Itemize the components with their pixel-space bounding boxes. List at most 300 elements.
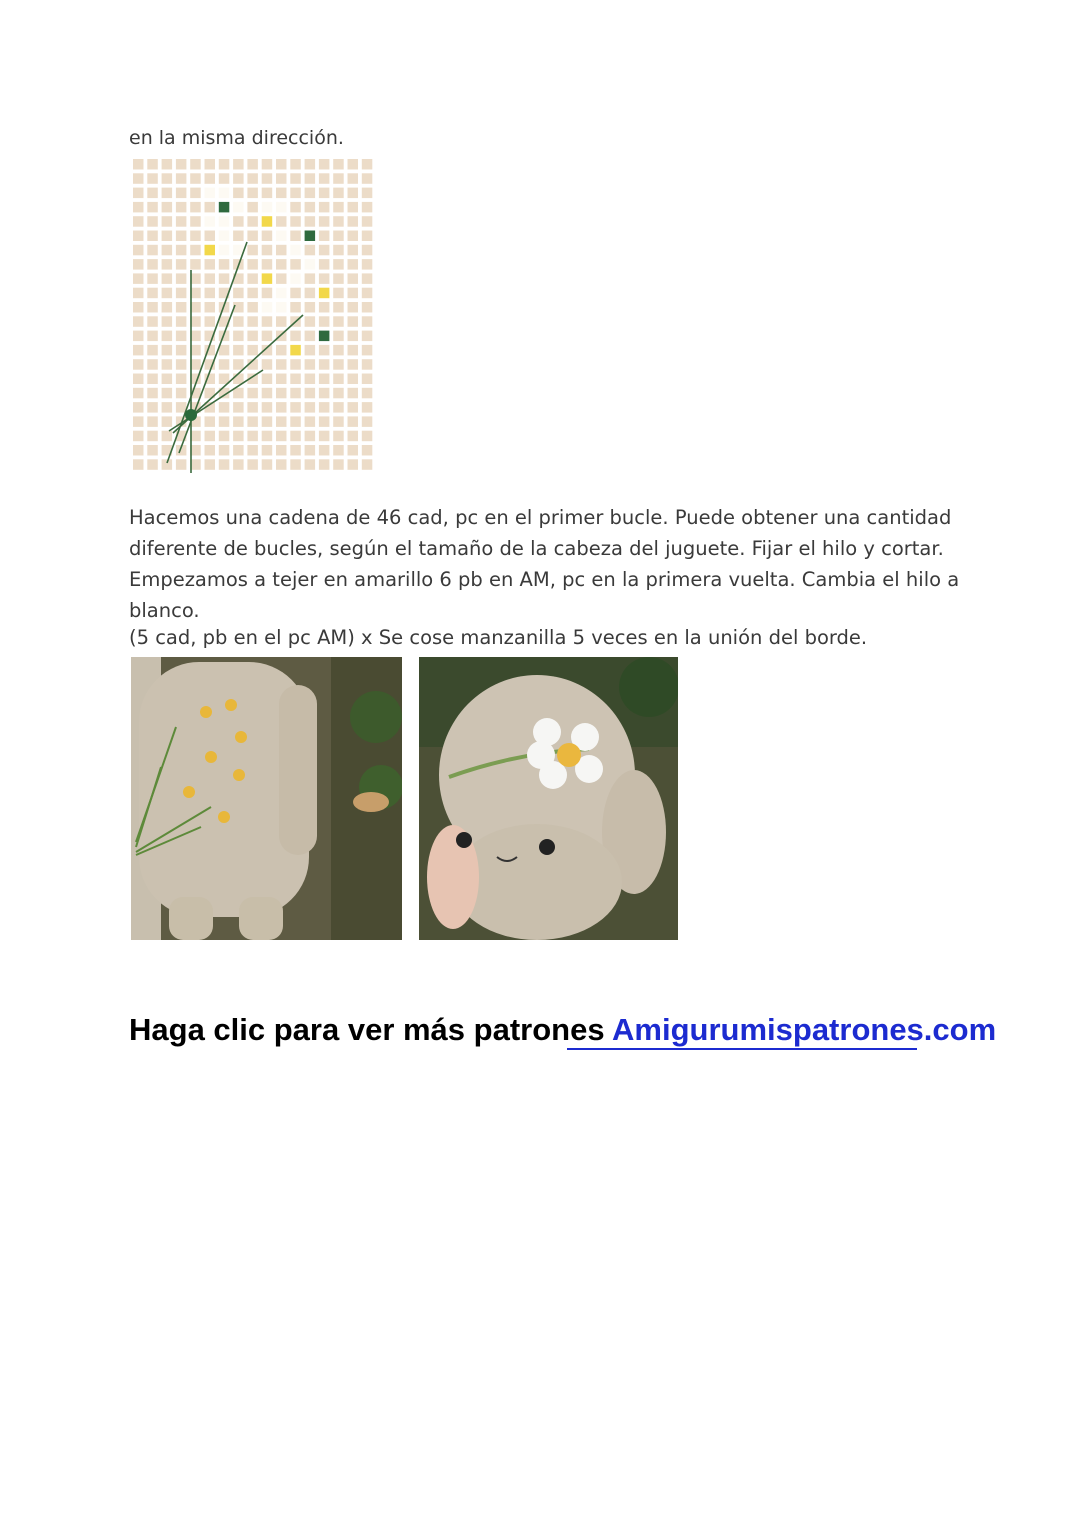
chart-cell	[362, 202, 373, 213]
chart-cell	[133, 188, 144, 199]
chart-cell	[262, 331, 273, 342]
chart-cell	[290, 345, 301, 356]
chart-cell	[247, 273, 258, 284]
chart-cell	[133, 231, 144, 242]
chart-cell	[362, 459, 373, 470]
chart-cell	[219, 459, 230, 470]
chart-cell	[333, 288, 344, 299]
chart-cell	[362, 316, 373, 327]
chart-cell	[162, 231, 173, 242]
chart-cell	[348, 345, 359, 356]
chart-cell	[147, 202, 158, 213]
chart-cell	[262, 416, 273, 427]
chart-cell	[190, 259, 201, 270]
chart-cell	[247, 302, 258, 313]
chart-cell	[262, 245, 273, 256]
chart-cell	[162, 459, 173, 470]
chart-cell	[162, 245, 173, 256]
chart-cell	[290, 416, 301, 427]
chart-cell	[348, 202, 359, 213]
chart-cell	[219, 431, 230, 442]
chart-cell	[176, 359, 187, 370]
chart-cell	[162, 374, 173, 385]
chart-cell	[276, 359, 287, 370]
chart-cell	[176, 173, 187, 184]
chart-cell	[205, 245, 216, 256]
chart-cell	[233, 345, 244, 356]
chart-cell	[290, 188, 301, 199]
chart-cell	[233, 159, 244, 170]
chart-cell	[333, 316, 344, 327]
chart-cell	[348, 173, 359, 184]
chart-cell	[305, 188, 316, 199]
chart-cell	[290, 273, 301, 284]
chart-cell	[176, 459, 187, 470]
chart-cell	[247, 345, 258, 356]
chart-cell	[362, 331, 373, 342]
chart-cell	[176, 188, 187, 199]
chart-cell	[247, 459, 258, 470]
chart-cell	[333, 431, 344, 442]
chart-cell	[319, 388, 330, 399]
chart-cell	[233, 331, 244, 342]
chart-cell	[305, 259, 316, 270]
chart-cell	[147, 345, 158, 356]
chart-cell	[147, 159, 158, 170]
chart-cell	[362, 173, 373, 184]
chart-cell	[219, 216, 230, 227]
chart-cell	[305, 374, 316, 385]
chart-cell	[348, 231, 359, 242]
chart-cell	[176, 388, 187, 399]
chart-cell	[147, 216, 158, 227]
chart-cell	[147, 359, 158, 370]
chart-cell	[348, 431, 359, 442]
amigurumi-body-photo	[131, 657, 402, 940]
chart-cell	[290, 374, 301, 385]
chart-cell	[319, 459, 330, 470]
chart-cell	[362, 431, 373, 442]
chart-cell	[133, 445, 144, 456]
chart-cell	[290, 202, 301, 213]
chart-cell	[305, 245, 316, 256]
chart-cell	[233, 459, 244, 470]
chart-cell	[176, 402, 187, 413]
chart-cell	[205, 173, 216, 184]
chart-cell	[205, 459, 216, 470]
chart-cell	[162, 402, 173, 413]
chart-cell	[276, 388, 287, 399]
chart-cell	[290, 445, 301, 456]
chart-cell	[276, 216, 287, 227]
chart-cell	[362, 216, 373, 227]
chart-cell	[205, 231, 216, 242]
chart-cell	[190, 173, 201, 184]
chart-cell	[162, 359, 173, 370]
chart-cell	[305, 302, 316, 313]
chart-cell	[219, 402, 230, 413]
chart-cell	[233, 216, 244, 227]
chart-cell	[205, 316, 216, 327]
chart-cell	[348, 416, 359, 427]
chart-cell	[133, 259, 144, 270]
chart-cell	[305, 331, 316, 342]
chart-cell	[176, 331, 187, 342]
chart-cell	[162, 388, 173, 399]
chart-cell	[262, 216, 273, 227]
chart-cell	[319, 259, 330, 270]
chart-cell	[348, 316, 359, 327]
chart-cell	[247, 173, 258, 184]
chart-cell	[362, 188, 373, 199]
intro-text: en la misma dirección.	[129, 127, 344, 149]
chart-cell	[362, 402, 373, 413]
chart-cell	[262, 359, 273, 370]
chart-cell	[233, 445, 244, 456]
chart-cell	[147, 402, 158, 413]
chart-cell	[247, 316, 258, 327]
chart-cell	[247, 445, 258, 456]
chart-cell	[233, 173, 244, 184]
chart-cell	[276, 288, 287, 299]
chart-cell	[147, 231, 158, 242]
chart-cell	[133, 302, 144, 313]
chart-cell	[305, 202, 316, 213]
chart-cell	[147, 331, 158, 342]
chart-cell	[319, 273, 330, 284]
chart-cell	[205, 202, 216, 213]
chart-cell	[290, 359, 301, 370]
chart-cell	[190, 216, 201, 227]
chart-cell	[133, 202, 144, 213]
chart-cell	[162, 416, 173, 427]
chart-cell	[133, 431, 144, 442]
chart-cell	[133, 345, 144, 356]
chart-cell	[362, 388, 373, 399]
chart-cell	[319, 374, 330, 385]
chart-cell	[305, 431, 316, 442]
chart-cell	[362, 345, 373, 356]
chart-cell	[190, 159, 201, 170]
chart-cell	[190, 188, 201, 199]
chart-cell	[176, 302, 187, 313]
chart-cell	[276, 202, 287, 213]
chart-cell	[247, 188, 258, 199]
chart-cell	[247, 216, 258, 227]
chart-cell	[276, 316, 287, 327]
chart-cell	[276, 231, 287, 242]
chart-cell	[305, 359, 316, 370]
chart-cell	[147, 374, 158, 385]
chart-cell	[348, 359, 359, 370]
chart-cell	[162, 173, 173, 184]
chart-cell	[247, 288, 258, 299]
chart-cell	[333, 159, 344, 170]
chart-cell	[133, 273, 144, 284]
chart-cell	[305, 316, 316, 327]
chart-cell	[276, 345, 287, 356]
chart-cell	[362, 302, 373, 313]
chart-cell	[348, 188, 359, 199]
chart-cell	[176, 273, 187, 284]
chart-cell	[262, 402, 273, 413]
chart-cell	[319, 231, 330, 242]
chart-cell	[290, 331, 301, 342]
chart-cell	[362, 273, 373, 284]
chart-cell	[262, 273, 273, 284]
chart-cell	[290, 231, 301, 242]
chart-cell	[147, 459, 158, 470]
chart-cell	[305, 288, 316, 299]
chart-cell	[348, 402, 359, 413]
chart-cell	[362, 445, 373, 456]
chart-cell	[319, 402, 330, 413]
chart-cell	[176, 288, 187, 299]
chart-cell	[290, 159, 301, 170]
chart-cell	[276, 259, 287, 270]
chart-cell	[276, 273, 287, 284]
chart-cell	[133, 402, 144, 413]
chart-cell	[233, 316, 244, 327]
chart-cell	[276, 459, 287, 470]
chart-cell	[348, 331, 359, 342]
chart-cell	[205, 288, 216, 299]
chart-cell	[162, 345, 173, 356]
chart-cell	[219, 159, 230, 170]
chart-cell	[305, 445, 316, 456]
chart-cell	[333, 459, 344, 470]
chart-cell	[147, 273, 158, 284]
chart-cell	[247, 245, 258, 256]
chart-cell	[348, 245, 359, 256]
chart-cell	[348, 445, 359, 456]
chart-cell	[290, 431, 301, 442]
chart-cell	[348, 302, 359, 313]
chart-cell	[162, 302, 173, 313]
chart-center-dot	[185, 409, 197, 421]
chart-cell	[147, 416, 158, 427]
chart-cell	[176, 216, 187, 227]
chart-cell	[133, 159, 144, 170]
chart-cell	[247, 259, 258, 270]
chart-cell	[205, 159, 216, 170]
cta-line	[129, 1012, 996, 1048]
chart-cell	[147, 302, 158, 313]
instruction-1: Hacemos una cadena de 46 cad, pc en el primer bucle. Puede obtener una cantidad diferente de bucles, según el tamaño de la cabeza del juguete. Fijar el hilo y cortar.	[129, 506, 952, 560]
chart-cell	[147, 316, 158, 327]
chart-cell	[319, 245, 330, 256]
instruction-3: (5 cad, pb en el pc AM) x Se cose manzanilla 5 veces en la unión del borde.	[129, 626, 868, 649]
chart-cell	[133, 288, 144, 299]
chart-cell	[219, 188, 230, 199]
chart-cell	[276, 402, 287, 413]
chart-cell	[233, 288, 244, 299]
chart-cells	[133, 159, 372, 470]
chart-cell	[362, 359, 373, 370]
site-link[interactable]: Amigurumispatrones.com	[612, 1012, 997, 1047]
chart-cell	[319, 431, 330, 442]
chart-cell	[219, 345, 230, 356]
chart-cell	[305, 459, 316, 470]
chart-cell	[319, 159, 330, 170]
chart-cell	[333, 202, 344, 213]
chart-cell	[262, 316, 273, 327]
chart-cell	[319, 173, 330, 184]
chart-cell	[262, 431, 273, 442]
chart-cell	[362, 245, 373, 256]
chart-cell	[276, 159, 287, 170]
chart-cell	[305, 345, 316, 356]
chart-cell	[233, 202, 244, 213]
chart-cell	[133, 416, 144, 427]
chart-cell	[262, 202, 273, 213]
chart-cell	[319, 331, 330, 342]
chart-cell	[305, 273, 316, 284]
chart-cell	[219, 416, 230, 427]
chart-cell	[276, 302, 287, 313]
chart-cell	[247, 402, 258, 413]
chart-cell	[190, 231, 201, 242]
chart-cell	[233, 188, 244, 199]
chart-cell	[290, 459, 301, 470]
chart-cell	[176, 202, 187, 213]
chart-cell	[348, 459, 359, 470]
chart-cell	[133, 459, 144, 470]
chart-cell	[262, 173, 273, 184]
chart-cell	[147, 288, 158, 299]
chart-cell	[205, 416, 216, 427]
chart-cell	[333, 359, 344, 370]
chart-cell	[176, 231, 187, 242]
chart-cell	[305, 416, 316, 427]
chart-cell	[219, 231, 230, 242]
chart-cell	[247, 331, 258, 342]
cta-text: Haga clic para ver más patrones	[129, 1012, 613, 1047]
chart-cell	[319, 316, 330, 327]
chart-cell	[147, 445, 158, 456]
chart-cell	[190, 245, 201, 256]
chart-cell	[233, 388, 244, 399]
chart-cell	[333, 416, 344, 427]
chart-cell	[233, 374, 244, 385]
chart-cell	[319, 288, 330, 299]
chart-cell	[176, 245, 187, 256]
chart-cell	[290, 259, 301, 270]
chart-cell	[333, 173, 344, 184]
chart-cell	[205, 188, 216, 199]
chart-cell	[319, 359, 330, 370]
chart-cell	[333, 302, 344, 313]
chart-cell	[205, 259, 216, 270]
chart-cell	[162, 288, 173, 299]
chart-cell	[162, 273, 173, 284]
chart-cell	[319, 416, 330, 427]
chart-cell	[333, 245, 344, 256]
chart-cell	[333, 216, 344, 227]
chart-cell	[348, 273, 359, 284]
chart-cell	[219, 359, 230, 370]
chart-cell	[247, 231, 258, 242]
chart-cell	[262, 259, 273, 270]
chart-cell	[276, 173, 287, 184]
chart-cell	[162, 431, 173, 442]
chart-cell	[176, 374, 187, 385]
link-underline	[567, 1048, 917, 1050]
chart-cell	[319, 302, 330, 313]
chart-cell	[190, 202, 201, 213]
chart-cell	[233, 431, 244, 442]
chart-cell	[262, 231, 273, 242]
chart-cell	[219, 173, 230, 184]
chart-cell	[262, 159, 273, 170]
chart-cell	[319, 202, 330, 213]
chart-cell	[133, 374, 144, 385]
chart-cell	[348, 159, 359, 170]
chart-cell	[362, 231, 373, 242]
chart-cell	[348, 259, 359, 270]
chart-cell	[133, 388, 144, 399]
chart-cell	[233, 402, 244, 413]
chart-cell	[147, 173, 158, 184]
chart-cell	[147, 431, 158, 442]
chart-cell	[362, 159, 373, 170]
chart-cell	[147, 388, 158, 399]
chart-cell	[162, 202, 173, 213]
chart-cell	[147, 245, 158, 256]
chart-cell	[233, 231, 244, 242]
chart-cell	[319, 345, 330, 356]
chart-cell	[333, 445, 344, 456]
chart-cell	[362, 259, 373, 270]
chart-cell	[333, 331, 344, 342]
chart-cell	[133, 331, 144, 342]
chart-cell	[219, 202, 230, 213]
chart-cell	[233, 359, 244, 370]
chart-cell	[247, 388, 258, 399]
chart-cell	[219, 273, 230, 284]
chart-cell	[176, 345, 187, 356]
chart-cell	[362, 416, 373, 427]
chart-cell	[219, 245, 230, 256]
chart-cell	[348, 388, 359, 399]
chart-cell	[262, 188, 273, 199]
chart-cell	[290, 402, 301, 413]
amigurumi-head-photo	[419, 657, 678, 940]
chart-cell	[276, 374, 287, 385]
chart-cell	[176, 316, 187, 327]
instruction-2: Empezamos a tejer en amarillo 6 pb en AM, pc en la primera vuelta. Cambia el hilo a blanco.	[129, 568, 960, 622]
chart-cell	[276, 245, 287, 256]
chart-cell	[205, 445, 216, 456]
chart-cell	[219, 259, 230, 270]
chart-cell	[305, 402, 316, 413]
chart-cell	[348, 374, 359, 385]
chart-cell	[147, 259, 158, 270]
chart-cell	[162, 216, 173, 227]
chart-cell	[333, 188, 344, 199]
chart-cell	[333, 345, 344, 356]
chart-cell	[333, 402, 344, 413]
chart-cell	[333, 388, 344, 399]
chart-cell	[176, 159, 187, 170]
chart-cell	[362, 288, 373, 299]
chart-cell	[362, 374, 373, 385]
chart-cell	[290, 245, 301, 256]
chart-cell	[247, 431, 258, 442]
chart-cell	[319, 445, 330, 456]
chart-cell	[333, 259, 344, 270]
chart-cell	[290, 302, 301, 313]
